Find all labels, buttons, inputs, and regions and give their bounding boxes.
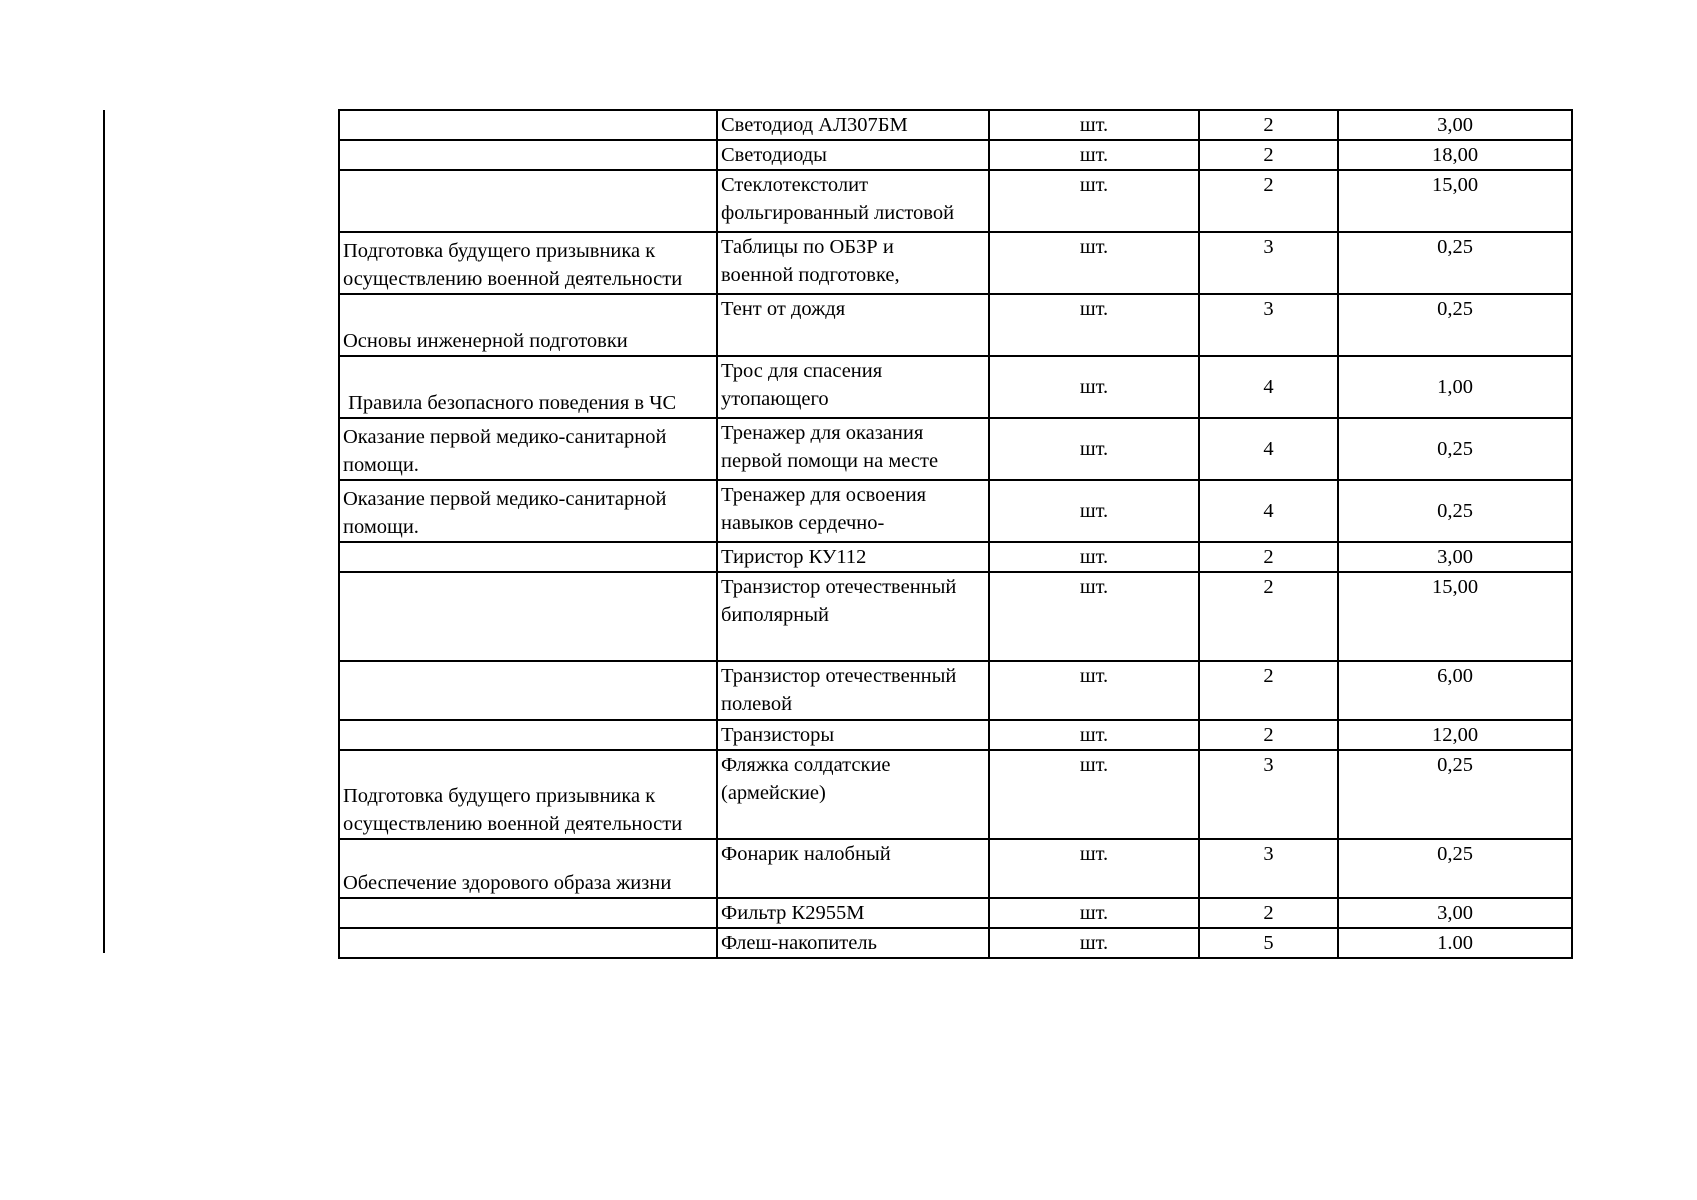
item-name-text: Фильтр К2955М	[721, 902, 865, 924]
price-cell: 15,00	[1338, 170, 1572, 232]
item-name-cell	[717, 294, 989, 356]
table-row	[339, 750, 1572, 839]
topic-cell	[339, 110, 717, 140]
topic-cell	[339, 140, 717, 170]
quantity-cell: 2	[1199, 110, 1338, 140]
unit-cell: шт.	[989, 170, 1199, 232]
item-name-cell	[717, 356, 989, 418]
item-name-text: утопающего	[721, 388, 829, 410]
item-name-text: Тренажер для освоения	[721, 484, 927, 506]
item-name-cell	[717, 750, 989, 839]
topic-cell	[339, 572, 717, 661]
unit-cell: шт.	[989, 928, 1199, 958]
topic-cell	[339, 170, 717, 232]
item-name-cell	[717, 110, 989, 140]
item-name-text: (армейские)	[721, 782, 826, 804]
inventory-table	[338, 109, 1573, 959]
table-row	[339, 418, 1572, 480]
topic-text: Правила безопасного поведения в ЧС	[343, 392, 677, 414]
table-row	[339, 294, 1572, 356]
price-cell: 15,00	[1338, 572, 1572, 661]
table-row	[339, 572, 1572, 661]
price-cell: 3,00	[1338, 542, 1572, 572]
topic-cell	[339, 720, 717, 750]
topic-cell	[339, 356, 717, 418]
unit-cell: шт.	[989, 750, 1199, 839]
topic-text: Основы инженерной подготовки	[343, 330, 628, 352]
quantity-cell: 5	[1199, 928, 1338, 958]
item-name-text: первой помощи на месте	[721, 450, 939, 472]
unit-cell: шт.	[989, 232, 1199, 294]
topic-text: Оказание первой медико-санитарной	[343, 488, 667, 510]
unit-cell: шт.	[989, 661, 1199, 720]
table-row	[339, 356, 1572, 418]
quantity-cell: 3	[1199, 750, 1338, 839]
quantity-cell: 2	[1199, 720, 1338, 750]
table-row	[339, 232, 1572, 294]
price-cell: 0,25	[1338, 839, 1572, 898]
unit-cell: шт.	[989, 140, 1199, 170]
table-row	[339, 140, 1572, 170]
topic-cell	[339, 480, 717, 542]
quantity-cell: 2	[1199, 140, 1338, 170]
topic-text: Подготовка будущего призывника к	[343, 240, 656, 262]
item-name-cell	[717, 928, 989, 958]
topic-cell	[339, 898, 717, 928]
item-name-text: навыков сердечно-	[721, 512, 885, 534]
item-name-cell	[717, 898, 989, 928]
unit-cell: шт.	[989, 898, 1199, 928]
topic-cell	[339, 418, 717, 480]
topic-text: Оказание первой медико-санитарной	[343, 426, 667, 448]
price-cell: 0,25	[1338, 418, 1572, 480]
table-row	[339, 898, 1572, 928]
quantity-cell: 2	[1199, 898, 1338, 928]
unit-cell: шт.	[989, 839, 1199, 898]
topic-cell	[339, 661, 717, 720]
item-name-cell	[717, 480, 989, 542]
price-cell: 6,00	[1338, 661, 1572, 720]
topic-text: осуществлению военной деятельности	[343, 268, 683, 290]
topic-text: помощи.	[343, 454, 419, 476]
item-name-text: Светодиоды	[721, 144, 827, 166]
table-row	[339, 839, 1572, 898]
topic-text: Подготовка будущего призывника к	[343, 785, 656, 807]
price-cell: 3,00	[1338, 110, 1572, 140]
quantity-cell: 3	[1199, 839, 1338, 898]
item-name-cell	[717, 839, 989, 898]
unit-cell: шт.	[989, 418, 1199, 480]
quantity-cell: 4	[1199, 356, 1338, 418]
item-name-cell	[717, 720, 989, 750]
unit-cell: шт.	[989, 294, 1199, 356]
topic-cell	[339, 839, 717, 898]
table-row	[339, 480, 1572, 542]
item-name-cell	[717, 572, 989, 661]
item-name-text: Фляжка солдатские	[721, 754, 891, 776]
price-cell: 12,00	[1338, 720, 1572, 750]
table-row	[339, 542, 1572, 572]
item-name-text: фольгированный листовой	[721, 202, 955, 224]
price-cell: 18,00	[1338, 140, 1572, 170]
item-name-cell	[717, 140, 989, 170]
item-name-text: Флеш-накопитель	[721, 932, 877, 954]
unit-cell: шт.	[989, 720, 1199, 750]
item-name-text: Тиристор КУ112	[721, 546, 867, 568]
price-cell: 1,00	[1338, 356, 1572, 418]
table-row	[339, 661, 1572, 720]
item-name-cell	[717, 170, 989, 232]
topic-cell	[339, 928, 717, 958]
unit-cell: шт.	[989, 542, 1199, 572]
topic-text: осуществлению военной деятельности	[343, 813, 683, 835]
unit-cell: шт.	[989, 356, 1199, 418]
quantity-cell: 4	[1199, 418, 1338, 480]
item-name-cell	[717, 661, 989, 720]
table-row	[339, 928, 1572, 958]
quantity-cell: 2	[1199, 170, 1338, 232]
inventory-table-body	[339, 110, 1572, 958]
item-name-text: Транзисторы	[721, 724, 835, 746]
quantity-cell: 3	[1199, 232, 1338, 294]
table-row	[339, 170, 1572, 232]
quantity-cell: 2	[1199, 542, 1338, 572]
topic-cell	[339, 542, 717, 572]
margin-line	[103, 110, 105, 953]
topic-text: Обеспечение здорового образа жизни	[343, 872, 672, 894]
unit-cell: шт.	[989, 572, 1199, 661]
quantity-cell: 2	[1199, 661, 1338, 720]
item-name-text: военной подготовке,	[721, 264, 900, 286]
quantity-cell: 3	[1199, 294, 1338, 356]
item-name-cell	[717, 542, 989, 572]
item-name-text: полевой	[721, 693, 793, 715]
topic-cell	[339, 750, 717, 839]
item-name-text: биполярный	[721, 604, 829, 626]
topic-cell	[339, 294, 717, 356]
price-cell: 3,00	[1338, 898, 1572, 928]
item-name-text: Тент от дождя	[721, 298, 846, 320]
quantity-cell: 2	[1199, 572, 1338, 661]
topic-cell	[339, 232, 717, 294]
item-name-text: Светодиод АЛ307БМ	[721, 114, 908, 136]
item-name-text: Тренажер для оказания	[721, 422, 924, 444]
table-row	[339, 720, 1572, 750]
item-name-text: Транзистор отечественный	[721, 576, 957, 598]
item-name-text: Трос для спасения	[721, 360, 883, 382]
unit-cell: шт.	[989, 110, 1199, 140]
price-cell: 0,25	[1338, 294, 1572, 356]
item-name-text: Стеклотекстолит	[721, 174, 869, 196]
price-cell: 0,25	[1338, 232, 1572, 294]
item-name-text: Фонарик налобный	[721, 843, 891, 865]
price-cell: 0,25	[1338, 480, 1572, 542]
price-cell: 0,25	[1338, 750, 1572, 839]
item-name-cell	[717, 418, 989, 480]
price-cell: 1.00	[1338, 928, 1572, 958]
quantity-cell: 4	[1199, 480, 1338, 542]
topic-text: помощи.	[343, 516, 419, 538]
unit-cell: шт.	[989, 480, 1199, 542]
item-name-text: Транзистор отечественный	[721, 665, 957, 687]
table-row	[339, 110, 1572, 140]
item-name-text: Таблицы по ОБЗР и	[721, 236, 894, 258]
item-name-cell	[717, 232, 989, 294]
